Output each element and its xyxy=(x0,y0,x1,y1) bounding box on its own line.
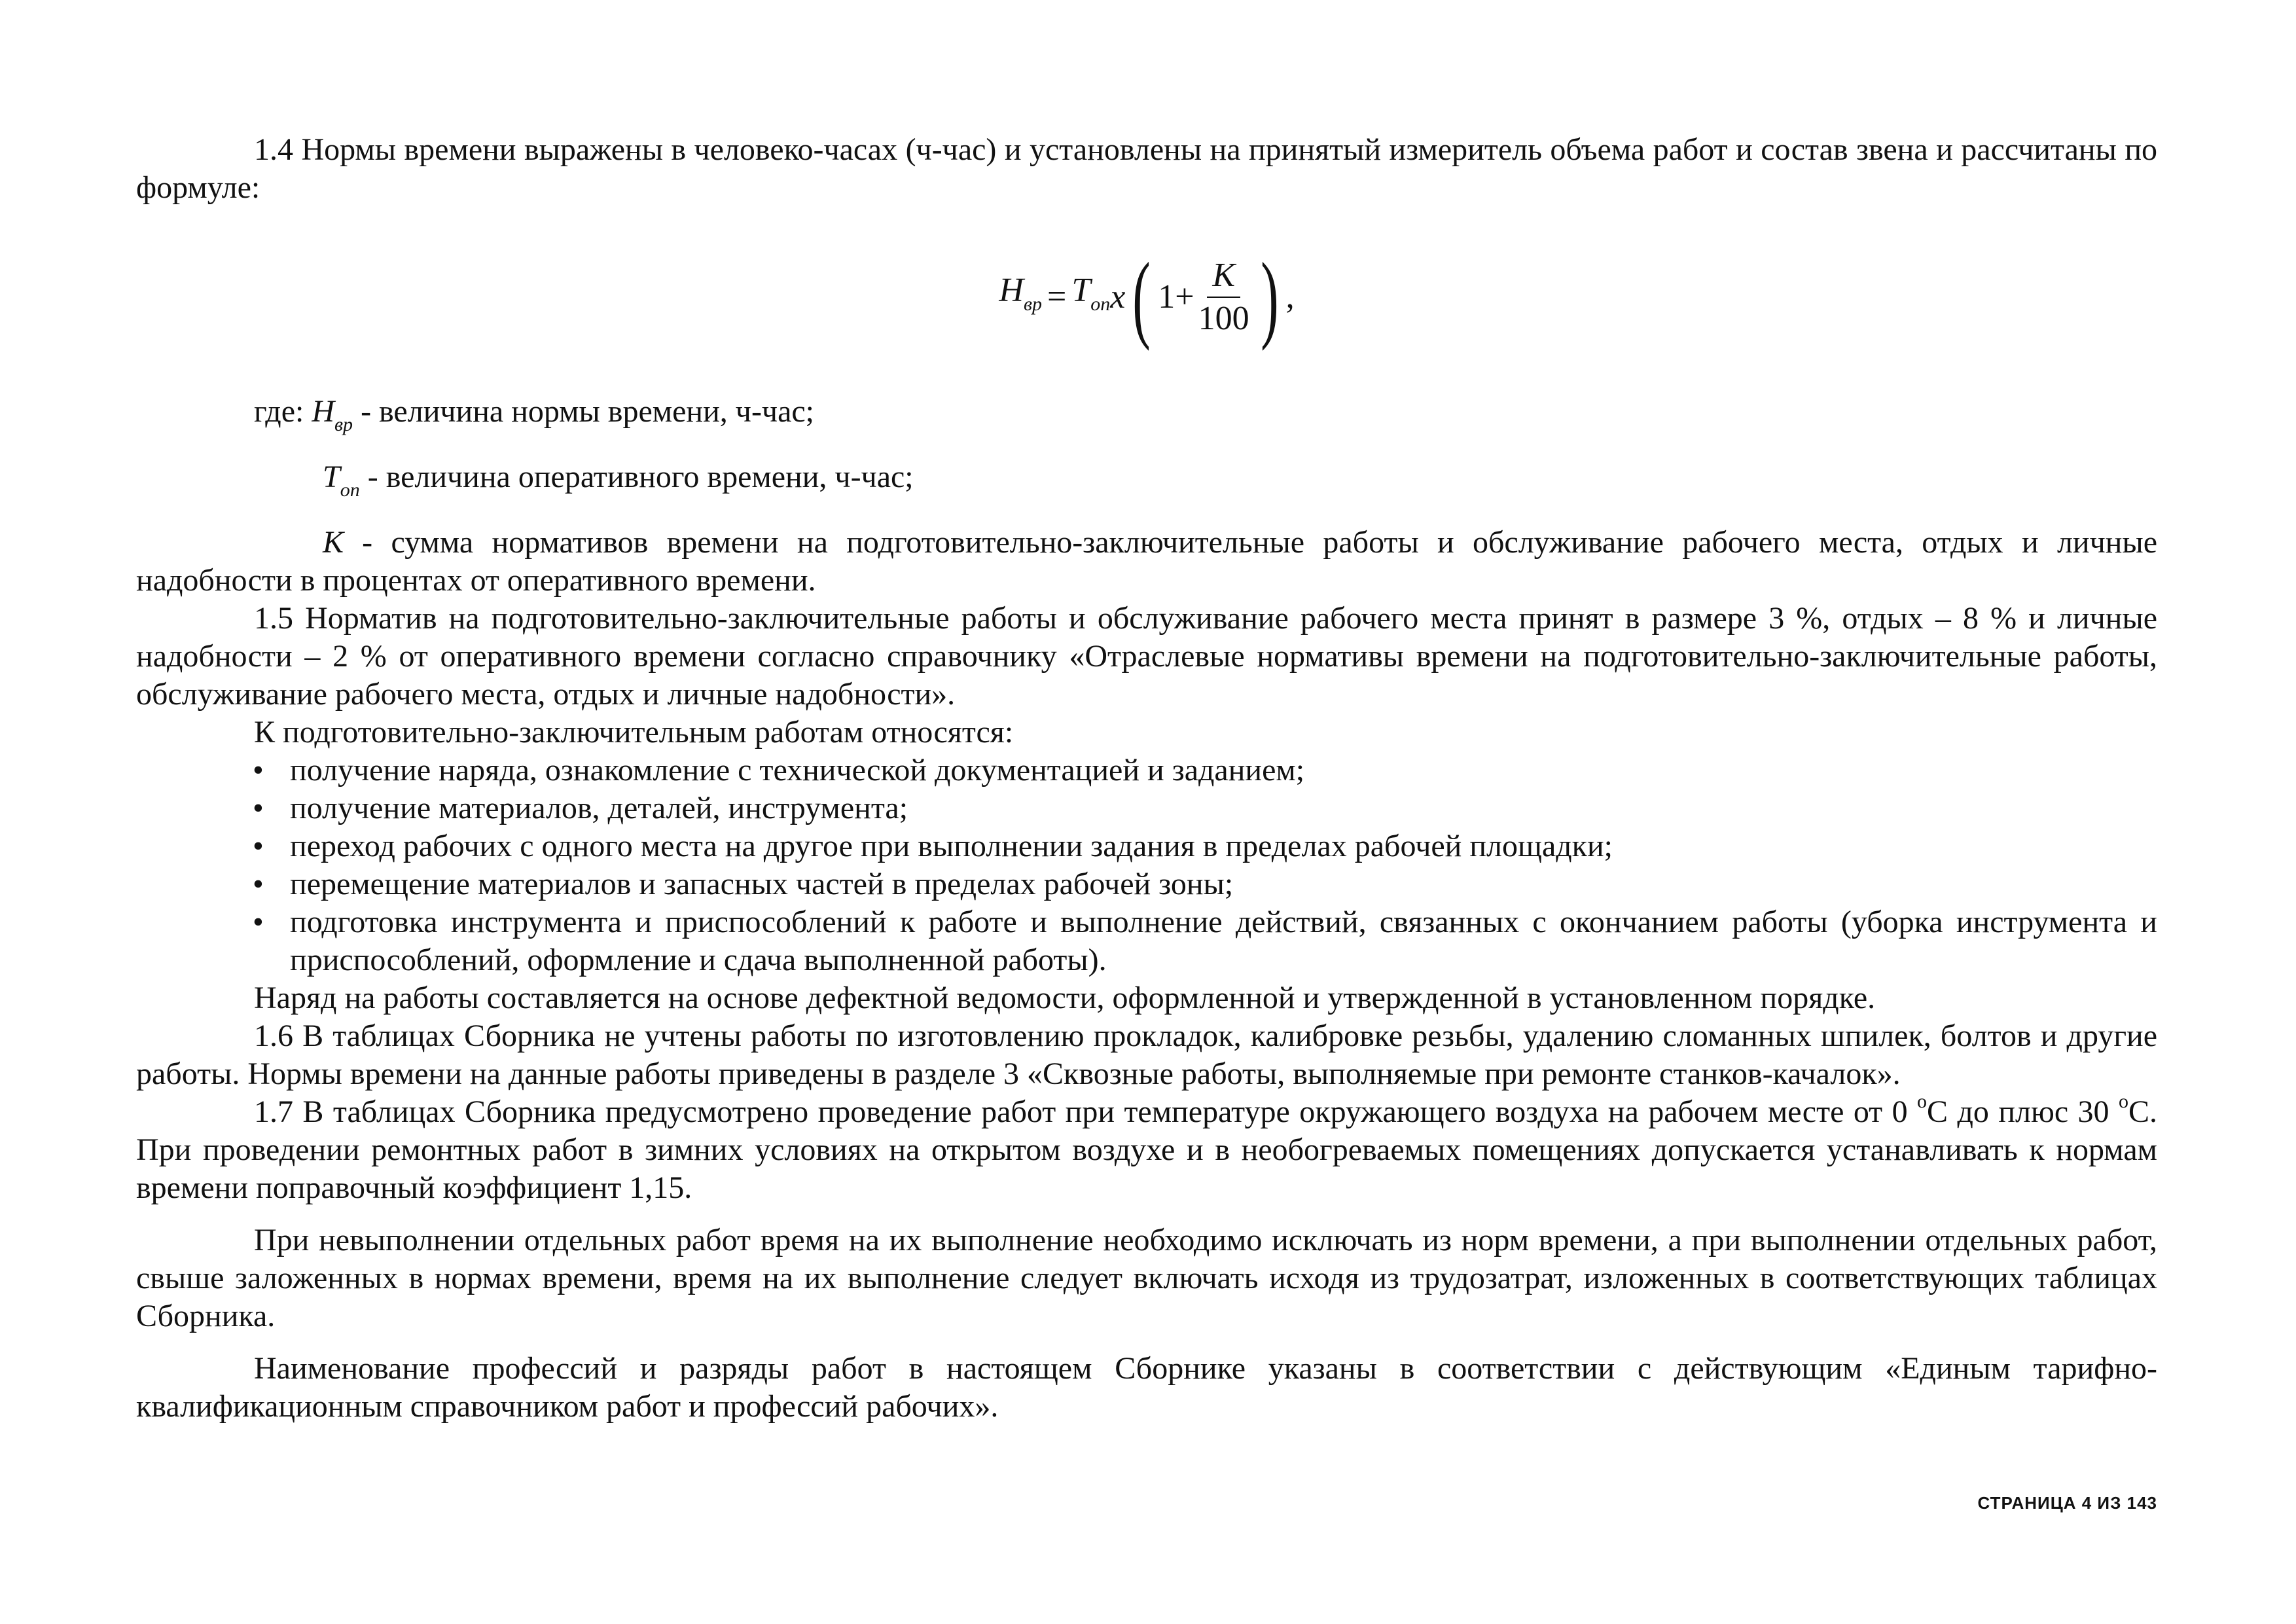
section-1-7-paragraph: 1.7 В таблицах Сборника предусмотрено проведение работ при температуре окружающего воздуха на рабочем месте от 0 $^о$С до плюс 30 $^о$С. При проведении ремонтных работ в зимних условиях на открытом воздухе и в необогреваемых помещениях допускается устанавливать к нормам времени поправочный коэффициент 1,15. xyxy=(136,1091,2157,1205)
legend-k-description: - сумма нормативов времени на подготовительно-заключительные работы и обслуживание рабочего места, отдых и личные надобности в процентах от оперативного времени. xyxy=(136,525,2157,598)
formula-lhs: $Н_{вр}$ xyxy=(999,271,1042,315)
formula-one-plus: 1+ xyxy=(1158,278,1194,316)
list-item: • получение материалов, деталей, инструмента; xyxy=(136,789,2157,827)
formula-fraction xyxy=(1198,256,1249,338)
legend-label: где: xyxy=(254,394,304,429)
legend-t-line xyxy=(136,458,2157,509)
list-item: • получение наряда, ознакомление с технической документацией и заданием; xyxy=(136,751,2157,789)
legend-k-line xyxy=(136,524,2157,600)
formula-equals: = xyxy=(1047,278,1067,316)
formula-t-op: $Т_{оп}$ xyxy=(1071,271,1111,315)
bullet-icon: • xyxy=(253,867,264,901)
formula-denominator: 100 xyxy=(1198,300,1249,337)
degree-sign: о xyxy=(2118,1091,2128,1112)
section-1-5-paragraph: 1.5 Норматив на подготовительно-заключительные работы и обслуживание рабочего места принят в размере 3 %, отдых – 8 % и личные надобности – 2 % от оперативного времени согласно справочнику «Отраслевые нормативы времени на подготовительно-заключительные работы, обслуживание рабочего места, отдых и личные надобности». xyxy=(136,601,2157,712)
formula-right-paren: ) xyxy=(1260,243,1279,352)
section-1-6-paragraph: 1.6 В таблицах Сборника не учтены работы по изготовлению прокладок, калибровке резьбы, удалению сломанных шпилек, болтов и другие работы. Нормы времени на данные работы приведены в разделе 3 «Сквозные работы, выполняемые при ремонте станков-качалок». xyxy=(136,1019,2157,1091)
bullet-icon: • xyxy=(253,753,264,787)
norm-time-formula xyxy=(136,219,2157,376)
prep-works-list xyxy=(136,751,2157,979)
formula-comma: , xyxy=(1285,278,1295,316)
page-number: СТРАНИЦА 4 ИЗ 143 xyxy=(1977,1493,2157,1513)
work-order-note: Наряд на работы составляется на основе дефектной ведомости, оформленной и утвержденной в установленном порядке. xyxy=(254,981,1876,1015)
formula-left-paren: ( xyxy=(1132,243,1151,352)
list-item: • подготовка инструмента и приспособлений к работе и выполнение действий, связанных с окончанием работы (уборка инструмента и приспособлений, оформление и сдача выполненной работы). xyxy=(253,905,2157,977)
professions-paragraph: Наименование профессий и разряды работ в настоящем Сборнике указаны в соответствии с действующим «Единым тарифно-квалификационным справочником работ и профессий рабочих». xyxy=(136,1351,2157,1424)
document-body xyxy=(136,131,2157,1426)
legend-k-symbol: К xyxy=(323,525,344,560)
legend-h-description: - величина нормы времени, ч-час; xyxy=(361,394,815,429)
bullet-icon: • xyxy=(253,829,264,863)
bullet-icon: • xyxy=(253,905,264,939)
formula-times: x xyxy=(1110,278,1126,316)
formula-numerator: К xyxy=(1207,256,1240,298)
legend-t-symbol: $Т_{оп}$ xyxy=(323,460,360,501)
list-item: • перемещение материалов и запасных частей в пределах рабочей зоны; xyxy=(136,865,2157,903)
list-item: • переход рабочих с одного места на другое при выполнении задания в пределах рабочей площадки; xyxy=(136,827,2157,865)
degree-sign: о xyxy=(1917,1091,1928,1112)
legend-h-symbol: $Н_{вр}$ xyxy=(312,394,353,435)
formula-legend xyxy=(136,393,2157,600)
exclusion-paragraph: При невыполнении отдельных работ время на их выполнение необходимо исключать из норм времени, а при выполнении отдельных работ, свыше заложенных в нормах времени, время на их выполнение следует включать исходя из трудозатрат, изложенных в соответствующих таблицах Сборника. xyxy=(136,1223,2157,1333)
prep-works-intro: К подготовительно-заключительным работам относятся: xyxy=(254,715,1014,749)
legend-t-description: - величина оперативного времени, ч-час; xyxy=(367,460,914,494)
bullet-icon: • xyxy=(253,791,264,825)
section-1-4-paragraph: 1.4 Нормы времени выражены в человеко-часах (ч-час) и установлены на принятый измеритель объема работ и состав звена и рассчитаны по формуле: xyxy=(136,132,2157,205)
legend-h-line xyxy=(136,393,2157,444)
